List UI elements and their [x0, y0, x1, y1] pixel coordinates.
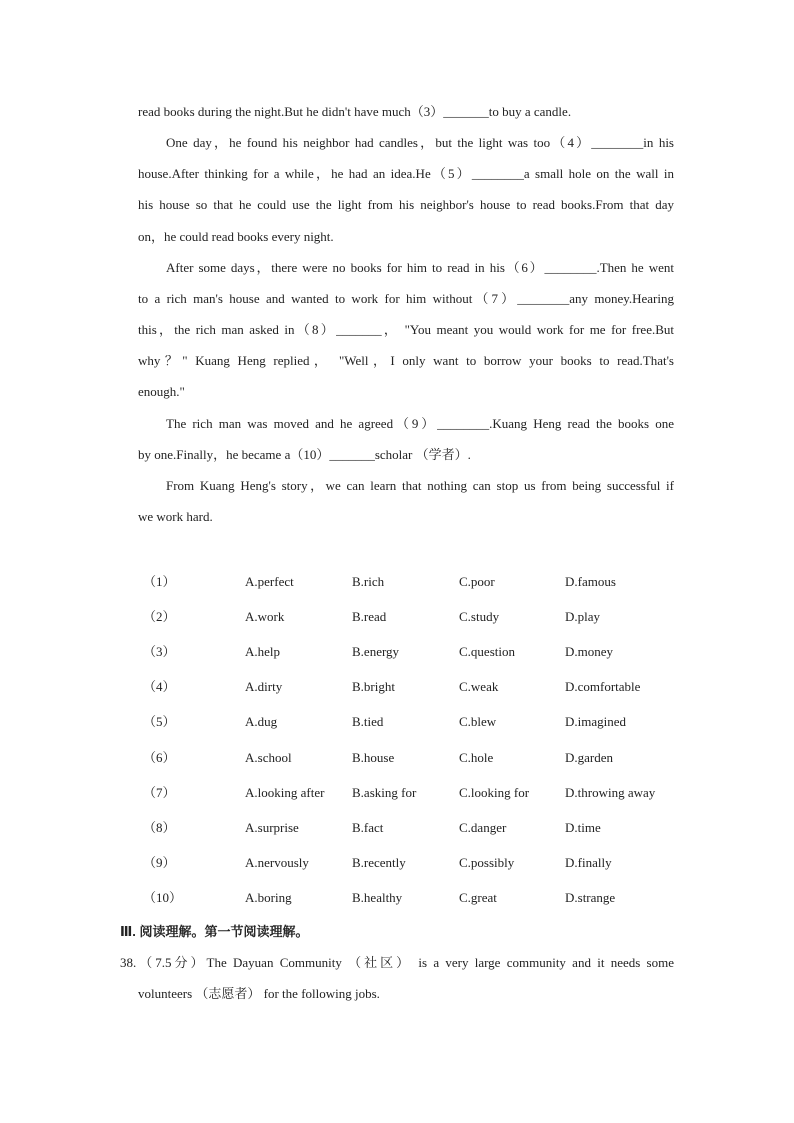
question-number: （9） [143, 855, 176, 870]
option-c[interactable]: C.question [459, 644, 515, 659]
option-a[interactable]: A.dug [245, 714, 278, 729]
question-number: （2） [143, 609, 176, 624]
option-c[interactable]: C.looking for [459, 785, 530, 800]
option-a[interactable]: A.perfect [245, 574, 294, 589]
passage-line: to a rich man's house and wanted to work for him without（7）________any money.Hearing [138, 291, 674, 306]
passage-line: we work hard. [138, 509, 213, 524]
option-d[interactable]: D.money [565, 644, 614, 659]
option-c[interactable]: C.study [459, 609, 500, 624]
option-d[interactable]: D.comfortable [565, 679, 641, 694]
option-d[interactable]: D.time [565, 820, 601, 835]
passage-line: read books during the night.But he didn't have much（3）_______to buy a candle. [138, 104, 572, 119]
passage-line: The rich man was moved and he agreed（9）________.Kuang Heng read the books one [166, 416, 674, 431]
option-b[interactable]: B.asking for [352, 785, 417, 800]
option-c[interactable]: C.hole [459, 750, 494, 765]
question-number: （8） [143, 820, 176, 835]
passage-line: by one.Finally，he became a（10）_______scholar （学者）. [138, 447, 471, 462]
question-number: （5） [143, 714, 176, 729]
option-a[interactable]: A.help [245, 644, 281, 659]
passage-line: his house so that he could use the light from his neighbor's house to read books.From that day [138, 197, 674, 212]
passage-line: One day，he found his neighbor had candles，but the light was too（4）________in his [166, 135, 674, 150]
option-c[interactable]: C.weak [459, 679, 499, 694]
option-b[interactable]: B.energy [352, 644, 400, 659]
option-d[interactable]: D.famous [565, 574, 616, 589]
passage-line: From Kuang Heng's story，we can learn that nothing can stop us from being successful if [166, 478, 674, 493]
passage-line: After some days，there were no books for him to read in his（6）________.Then he went [166, 260, 674, 275]
option-a[interactable]: A.looking after [245, 785, 325, 800]
option-d[interactable]: D.play [565, 609, 601, 624]
passage-line: this，the rich man asked in（8）_______， "You meant you would work for me for free.But [138, 322, 674, 337]
option-d[interactable]: D.finally [565, 855, 612, 870]
option-b[interactable]: B.fact [352, 820, 384, 835]
question-38-text: volunteers （志愿者） for the following jobs. [138, 986, 380, 1001]
option-a[interactable]: A.school [245, 750, 292, 765]
option-c[interactable]: C.blew [459, 714, 497, 729]
passage-line: why？" Kuang Heng replied， "Well，I only want to borrow your books to read.That's [138, 353, 674, 368]
question-number: （6） [143, 750, 176, 765]
option-c[interactable]: C.great [459, 890, 497, 905]
option-a[interactable]: A.boring [245, 890, 292, 905]
option-b[interactable]: B.bright [352, 679, 395, 694]
option-a[interactable]: A.nervously [245, 855, 309, 870]
option-c[interactable]: C.poor [459, 574, 495, 589]
option-b[interactable]: B.rich [352, 574, 385, 589]
option-d[interactable]: D.garden [565, 750, 614, 765]
question-38-text: 38.（7.5分）The Dayuan Community （社区） is a very large community and it needs some [120, 955, 674, 970]
section-heading: Ⅲ. 阅读理解。第一节阅读理解。 [120, 924, 309, 939]
option-d[interactable]: D.throwing away [565, 785, 656, 800]
option-c[interactable]: C.possibly [459, 855, 515, 870]
question-number: （4） [143, 679, 176, 694]
question-number: （1） [143, 574, 176, 589]
option-a[interactable]: A.dirty [245, 679, 283, 694]
option-b[interactable]: B.read [352, 609, 387, 624]
question-number: （3） [143, 644, 176, 659]
passage-line: enough." [138, 384, 185, 399]
option-d[interactable]: D.imagined [565, 714, 627, 729]
option-b[interactable]: B.healthy [352, 890, 403, 905]
option-c[interactable]: C.danger [459, 820, 507, 835]
option-b[interactable]: B.house [352, 750, 395, 765]
option-a[interactable]: A.work [245, 609, 285, 624]
option-d[interactable]: D.strange [565, 890, 616, 905]
option-b[interactable]: B.tied [352, 714, 384, 729]
option-a[interactable]: A.surprise [245, 820, 299, 835]
question-number: （7） [143, 785, 176, 800]
passage-line: on，he could read books every night. [138, 229, 334, 244]
question-number: （10） [143, 890, 183, 905]
passage-line: house.After thinking for a while，he had an idea.He（5）________a small hole on the wall in [138, 166, 674, 181]
option-b[interactable]: B.recently [352, 855, 406, 870]
